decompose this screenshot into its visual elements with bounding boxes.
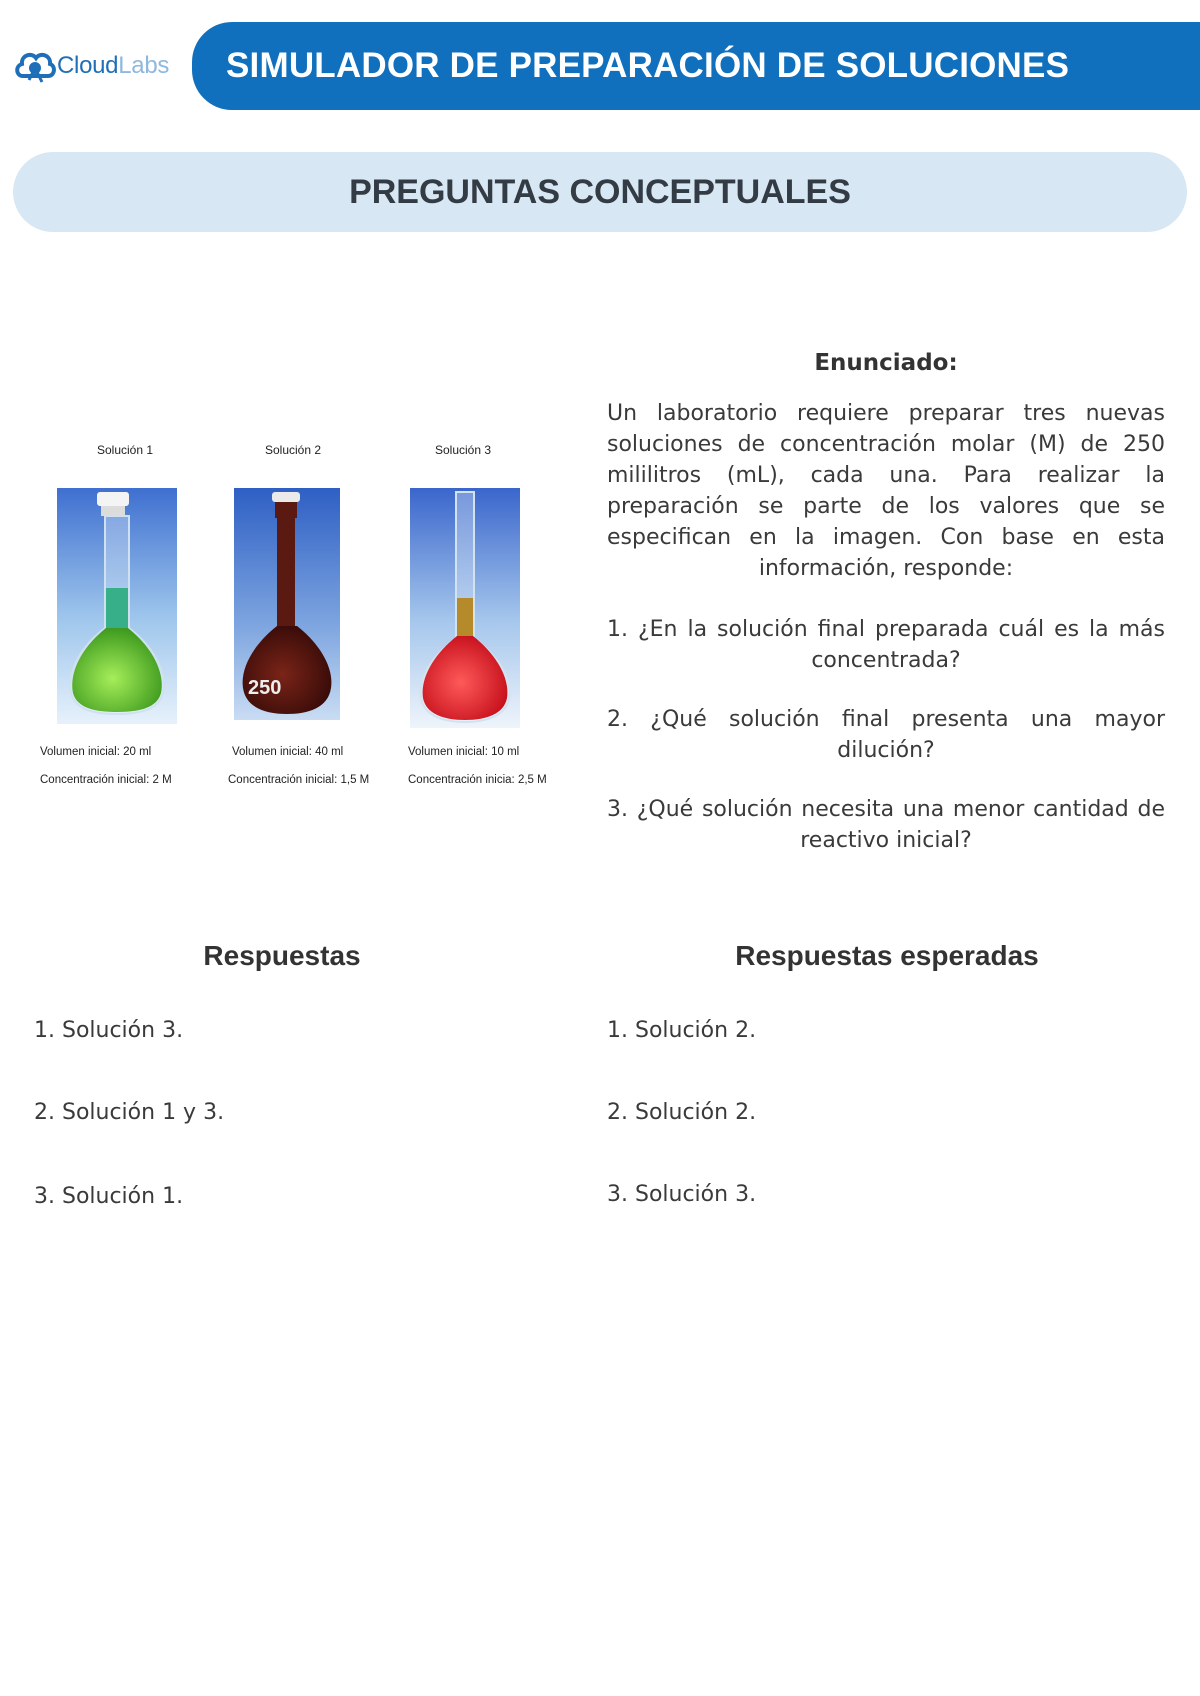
flask-concentration: Concentración inicial: 2 M xyxy=(40,774,172,786)
question-item: 1. ¿En la solución final preparada cuál es la más concentrada? xyxy=(607,617,1165,673)
flasks-figure xyxy=(40,440,600,800)
question-item: 3. ¿Qué solución necesita una menor cantidad de reactivo inicial? xyxy=(607,797,1165,853)
questions-list xyxy=(607,614,1165,856)
page-header xyxy=(0,0,1200,130)
flask-label: Solución 1 xyxy=(96,443,154,457)
brown-flask-image xyxy=(234,488,340,720)
expected-answers-heading: Respuestas esperadas xyxy=(735,940,1039,971)
logo-main: Cloud xyxy=(57,52,119,79)
flask-label: Solución 2 xyxy=(264,443,322,457)
green-flask-image xyxy=(57,488,177,724)
logo-text xyxy=(57,52,169,80)
cloudlabs-logo-icon xyxy=(14,46,56,86)
flask-volume-marking: 250 xyxy=(248,677,282,699)
flask-solution-2 xyxy=(228,440,418,786)
expected-answer-item: 2. Solución 2. xyxy=(607,1100,757,1125)
flask-volume: Volumen inicial: 10 ml xyxy=(408,746,520,758)
section-banner xyxy=(13,152,1187,232)
question-item: 2. ¿Qué solución final presenta una mayor dilución? xyxy=(607,707,1165,763)
problem-statement xyxy=(607,350,1165,884)
answer-item: 2. Solución 1 y 3. xyxy=(34,1100,225,1125)
flask-info xyxy=(228,742,418,798)
statement-heading: Enunciado: xyxy=(814,350,958,376)
flask-volume: Volumen inicial: 40 ml xyxy=(232,746,344,758)
flask-volume: Volumen inicial: 20 ml xyxy=(40,746,152,758)
page-title: SIMULADOR DE PREPARACIÓN DE SOLUCIONES xyxy=(226,46,1070,85)
statement-text: Un laboratorio requiere preparar tres nuevas soluciones de concentración molar (M) de 250 mililitros (mL), cada una. Para realizar la preparación se parte de los valores que se especifican en la imagen. Con base en esta información, responde: xyxy=(607,401,1165,581)
flask-info xyxy=(408,742,598,798)
flask-concentration: Concentración inicia: 2,5 M xyxy=(408,774,547,786)
expected-answer-item: 3. Solución 3. xyxy=(607,1182,757,1207)
flask-solution-1 xyxy=(40,440,230,786)
cloudlabs-logo xyxy=(14,46,169,86)
answers-heading: Respuestas xyxy=(203,940,361,971)
flask-concentration: Concentración inicial: 1,5 M xyxy=(228,774,370,786)
logo-suffix: Labs xyxy=(118,52,170,79)
flask-solution-3 xyxy=(408,440,598,786)
expected-answer-item: 1. Solución 2. xyxy=(607,1018,757,1043)
flask-info xyxy=(40,742,230,798)
red-flask-image xyxy=(410,488,520,728)
section-title: PREGUNTAS CONCEPTUALES xyxy=(349,172,851,211)
answer-item: 1. Solución 3. xyxy=(34,1018,184,1043)
flask-label: Solución 3 xyxy=(434,443,492,457)
answer-item: 3. Solución 1. xyxy=(34,1184,184,1209)
title-bar xyxy=(192,22,1200,110)
